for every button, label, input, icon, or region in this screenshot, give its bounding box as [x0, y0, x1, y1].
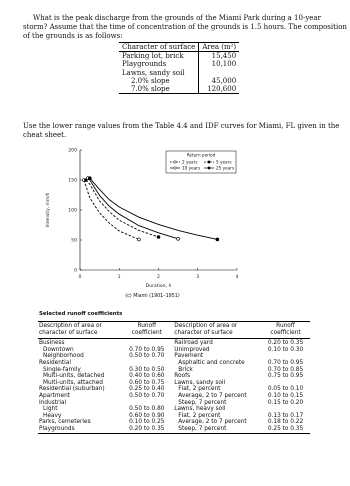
series-line [90, 178, 218, 239]
runoff-header-text: character of surface [174, 329, 233, 336]
runoff-left-coef: 0.50 to 0.70 [129, 392, 165, 399]
runoff-header-text: Runoff [276, 323, 295, 329]
runoff-right-coef: 0.20 to 0.35 [267, 340, 304, 347]
runoff-header-text: Runoff [137, 323, 157, 329]
x-tick-label: 1 [117, 275, 121, 280]
legend-label: 5 years [216, 159, 232, 165]
chart-caption: (c) Miami (1901–1951) [125, 294, 180, 299]
runoff-body-row [38, 339, 310, 433]
runoff-right-desc: Average, 2 to 7 percent [178, 419, 247, 426]
runoff-left-coef: 0.50 to 0.70 [129, 353, 165, 360]
runoff-right-desc: Railroad yard [174, 340, 213, 347]
runoff-left-desc: Multi-units, attached [43, 379, 103, 386]
runoff-header-text: character of surface [39, 329, 98, 336]
series-marker [216, 238, 219, 241]
runoff-right-coef: 0.70 to 0.95 [267, 359, 304, 366]
composition-row [119, 60, 239, 68]
composition-row [119, 52, 239, 61]
runoff-left-desc: Residential [39, 359, 71, 366]
legend-marker [174, 161, 176, 163]
composition-surface: 2.0% slope [131, 76, 170, 85]
runoff-header-desc-left [38, 322, 122, 339]
y-tick-label: 50 [71, 238, 77, 244]
series-marker [177, 237, 180, 240]
runoff-left-coef [123, 400, 170, 407]
y-tick-label: 150 [68, 178, 77, 184]
legend-marker [208, 167, 210, 169]
runoff-header-row [38, 322, 310, 339]
runoff-left-coef: 0.30 to 0.50 [129, 366, 165, 373]
runoff-right-coef: 0.10 to 0.15 [267, 392, 304, 399]
composition-surface: 7.0% slope [119, 85, 199, 94]
instruction-line-1: Use the lower range values from the Table 4.4 and IDF curves for Miami, FL given in the [23, 122, 340, 130]
x-axis-label: Duration, h [145, 284, 172, 289]
x-tick-label: 2 [157, 275, 160, 280]
runoff-header-desc-right [171, 322, 261, 339]
runoff-left-desc: Business [39, 340, 65, 347]
runoff-left-coef: 0.10 to 0.25 [129, 419, 165, 426]
legend-label: 2 years [182, 159, 198, 165]
legend-title: Return period [186, 152, 216, 158]
runoff-left-desc-column [38, 339, 122, 433]
runoff-right-desc: Lawns, heavy soil [174, 406, 226, 413]
y-tick-label: 0 [74, 268, 77, 274]
runoff-table [38, 321, 310, 434]
question-line-3: of the grounds is as follows: [23, 32, 123, 40]
y-axis-label: Intensity, mm/h [46, 192, 51, 228]
runoff-left-desc: Residential (suburban) [39, 386, 105, 393]
runoff-right-desc: Flat, 2 percent [178, 412, 221, 419]
runoff-right-coef-column [261, 339, 310, 433]
x-tick-label: 0 [78, 275, 82, 280]
composition-row [119, 69, 239, 77]
runoff-left-coef [123, 340, 170, 347]
runoff-left-desc: Neighborhood [43, 353, 84, 360]
runoff-left-desc: Multi-units, detached [43, 373, 105, 380]
runoff-left-desc: Heavy [43, 412, 62, 419]
runoff-right-coef: 0.15 to 0.20 [267, 399, 304, 406]
runoff-left-desc: Downtown [43, 346, 74, 353]
runoff-left-desc: Single-family [43, 366, 81, 373]
composition-area: 10,100 [199, 60, 239, 68]
composition-surface: Lawns, sandy soil [122, 68, 185, 77]
runoff-right-desc: Roofs [174, 373, 191, 380]
series-marker [88, 177, 91, 180]
runoff-right-desc: Steep, 7 percent [178, 425, 227, 432]
runoff-left-desc: Parks, cemeteries [39, 419, 91, 426]
runoff-left-coef: 0.60 to 0.90 [129, 412, 165, 419]
runoff-left-desc: Apartment [39, 392, 71, 399]
runoff-right-desc: Asphaltic and concrete [178, 359, 245, 366]
runoff-title: Selected runoff coefficients [39, 311, 123, 317]
runoff-header-text: coefficient [270, 329, 301, 336]
composition-row [119, 77, 239, 85]
x-tick-label: 4 [235, 275, 239, 280]
runoff-right-desc: Unimproved [174, 346, 210, 353]
legend-label: 10 years [182, 165, 201, 171]
y-tick-label: 100 [68, 208, 77, 214]
runoff-header-coef-left [122, 322, 171, 339]
y-tick-label: 200 [68, 148, 77, 154]
runoff-right-coef [262, 380, 309, 387]
runoff-left-coef: 0.50 to 0.80 [129, 406, 165, 413]
composition-area: 15,450 [199, 52, 239, 61]
runoff-right-desc-column [171, 339, 261, 433]
runoff-right-desc: Lawns, sandy soil [174, 379, 226, 386]
composition-header-area: Area (m²) [199, 43, 239, 52]
composition-surface: Playgrounds [122, 60, 167, 69]
runoff-left-desc: Industrial [39, 399, 67, 406]
composition-area [199, 69, 239, 77]
runoff-header-text: Description of area or [39, 323, 102, 329]
legend-marker [174, 167, 176, 169]
runoff-header-text: coefficient [131, 329, 162, 336]
runoff-left-coef [123, 360, 170, 367]
runoff-left-coef: 0.25 to 0.40 [129, 386, 165, 393]
composition-area: 120,600 [199, 85, 239, 94]
instruction-line-2: cheat sheet. [23, 131, 67, 139]
runoff-right-coef: 0.75 to 0.95 [267, 373, 304, 380]
idf-chart [0, 140, 350, 310]
series-marker [157, 236, 160, 239]
x-tick-label: 3 [196, 275, 200, 280]
runoff-right-desc: Pavement [174, 353, 204, 360]
runoff-left-coef: 0.40 to 0.60 [129, 373, 165, 380]
runoff-left-coef: 0.70 to 0.95 [129, 346, 165, 353]
runoff-right-desc: Steep, 7 percent [178, 399, 227, 406]
question-line-1: What is the peak discharge from the grounds of the Miami Park during a 10-year [33, 14, 321, 22]
runoff-left-desc: Light [43, 406, 58, 413]
legend-marker [208, 161, 210, 163]
runoff-right-desc: Brick [178, 366, 193, 373]
runoff-left-coef-column [122, 339, 171, 433]
runoff-right-coef: 0.25 to 0.35 [267, 425, 304, 432]
runoff-right-coef [262, 406, 309, 413]
series-line [88, 178, 178, 239]
composition-table [119, 42, 239, 94]
composition-row [119, 85, 239, 94]
composition-area: 45,000 [199, 77, 239, 85]
composition-surface: Parking lot, brick [122, 52, 184, 61]
runoff-right-desc: Flat, 2 percent [178, 386, 221, 393]
composition-header-surface: Character of surface [119, 43, 199, 52]
question-line-2: storm? Assume that the time of concentration of the grounds is 1.5 hours. The composition [23, 23, 347, 31]
legend-label: 25 years [216, 165, 235, 171]
runoff-right-coef: 0.18 to 0.22 [267, 419, 304, 426]
runoff-header-text: Description of area or [174, 323, 238, 329]
runoff-right-coef [262, 353, 309, 360]
runoff-left-coef: 0.20 to 0.35 [129, 425, 165, 432]
series-marker [137, 238, 140, 241]
series-line [84, 180, 139, 239]
runoff-right-coef: 0.70 to 0.85 [267, 366, 304, 373]
runoff-left-coef: 0.60 to 0.75 [129, 379, 165, 386]
runoff-right-coef: 0.13 to 0.17 [267, 412, 304, 419]
runoff-right-coef: 0.10 to 0.30 [267, 346, 304, 353]
composition-header-row [119, 43, 239, 52]
runoff-right-coef: 0.05 to 0.10 [267, 386, 304, 393]
runoff-left-desc: Playgrounds [39, 425, 75, 432]
runoff-header-coef-right [261, 322, 310, 339]
runoff-right-desc: Average, 2 to 7 percent [178, 392, 247, 399]
